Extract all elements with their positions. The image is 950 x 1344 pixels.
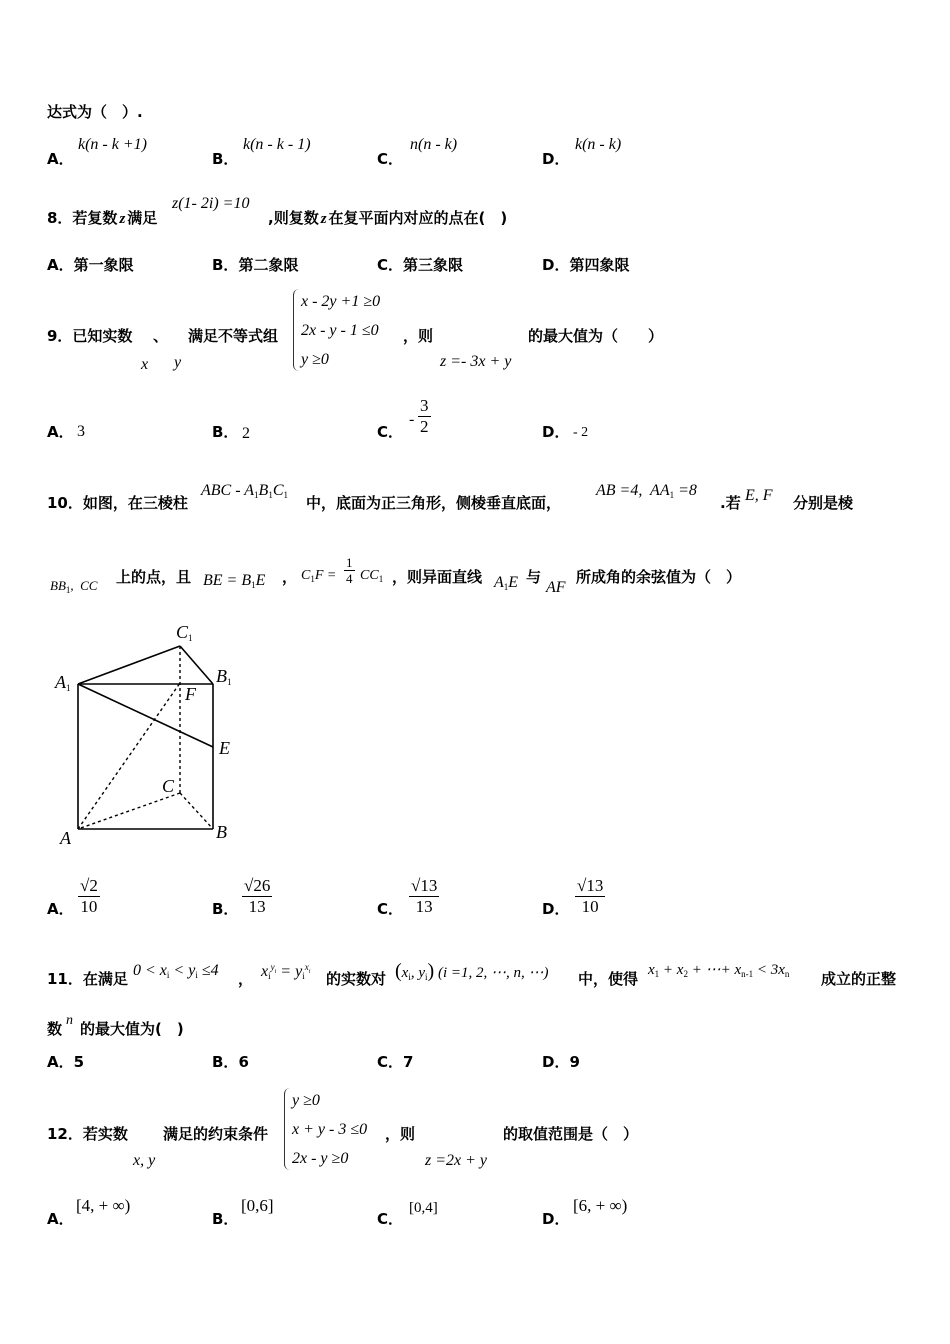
q12-option-d-letter: D．	[542, 1210, 570, 1228]
q11-cond-sep: ，	[238, 970, 254, 988]
q7-option-d-expr: k(n - k)	[575, 136, 622, 153]
q9-var-x: x	[141, 356, 149, 373]
q12-vars: x, y	[133, 1152, 156, 1169]
q7-stem-tail: 达式为（ ）.	[47, 103, 143, 121]
q10-line1: $A_1E$	[494, 574, 519, 592]
q10-lengths: AB =4, $AA_1 =8$	[596, 482, 697, 500]
q10-points: E, F	[745, 487, 773, 504]
q9-stem-b: 满足不等式组	[188, 327, 279, 345]
q9-option-a-value: 3	[77, 423, 85, 440]
q10-prism: ABC - $A_1B_1C_1$	[201, 482, 288, 500]
q10-option-c-letter: C．	[377, 900, 404, 918]
q7-option-b-letter: B．	[212, 150, 239, 168]
q12-stem-a: 12．若实数	[47, 1125, 128, 1143]
q10-stem-a: 10．如图，在三棱柱	[47, 494, 188, 512]
q11-option-c: C．7	[377, 1053, 414, 1071]
q10-eq2-fraction: $\frac{1}{4}$	[346, 555, 353, 586]
q11-stem-e: 数	[47, 1020, 63, 1038]
q11-option-d: D．9	[542, 1053, 580, 1071]
label-b: B	[216, 822, 227, 842]
q10-line2: AF	[546, 579, 566, 596]
label-e: E	[219, 738, 230, 758]
q9-option-b-letter: B．	[212, 423, 239, 441]
q12-stem-b: 满足的约束条件	[163, 1125, 269, 1143]
q11-option-b: B．6	[212, 1053, 249, 1071]
q9-stem-d: 的最大值为（ ）	[528, 327, 664, 345]
q12-option-c-letter: C．	[377, 1210, 404, 1228]
q11-var-n: n	[66, 1013, 73, 1028]
q10-option-b-fraction: $\frac{√26}{13}$	[244, 876, 271, 916]
label-c1: C1	[176, 622, 193, 643]
q10-stem-d: 分别是棱	[793, 494, 854, 512]
q11-pair: ($x_i$, $y_i$) (i =1, 2, ⋯, n, ⋯)	[395, 960, 549, 982]
q10-eq2-left: $C_1F$ =	[301, 568, 337, 584]
q9-stem-c: ，则	[403, 327, 434, 345]
q10-option-d-letter: D．	[542, 900, 570, 918]
q12-objective: z =2x + y	[425, 1152, 488, 1169]
q10-stem-h: 所成角的余弦值为（ ）	[576, 568, 742, 586]
q9-option-c-fraction: $\frac{3}{2}$	[420, 396, 429, 436]
q9-option-d-letter: D．	[542, 423, 570, 441]
q9-system-brace	[293, 289, 300, 371]
q12-option-b-letter: B．	[212, 1210, 239, 1228]
q10-stem-e: 上的点，且	[116, 568, 192, 586]
q9-sep: 、	[153, 327, 169, 345]
q7-option-c-letter: C．	[377, 150, 404, 168]
q7-option-c-expr: n(n - k)	[410, 136, 458, 153]
q9-objective: z =- 3x + y	[440, 353, 512, 370]
q9-option-c-letter: C．	[377, 423, 404, 441]
label-a: A	[60, 828, 71, 848]
q10-stem-c: .若	[720, 494, 741, 512]
q7-option-a-expr: k(n - k +1)	[78, 136, 147, 153]
q8-option-d: D．第四象限	[542, 256, 630, 274]
q11-stem-a: 11．在满足	[47, 970, 128, 988]
q12-option-d-expr: [6, + ∞)	[573, 1196, 628, 1215]
q11-stem-d: 成立的正整	[821, 970, 897, 988]
q10-edges: $BB_1$, CC	[50, 578, 98, 595]
label-a1: A1	[55, 672, 71, 693]
q9-var-y: y	[174, 354, 182, 371]
q8-stem-rest: ,则复数 z 在复平面内对应的点在( )	[268, 209, 508, 227]
q9-option-b-value: 2	[242, 425, 250, 442]
q12-option-b-expr: [0,6]	[241, 1196, 274, 1215]
q9-stem-a: 9．已知实数	[47, 327, 133, 345]
q10-eq2-right: $CC_1$	[360, 568, 384, 584]
q11-stem-c: 中，使得	[578, 970, 639, 988]
q10-comma: ，	[282, 568, 298, 586]
q11-cond1: $0 < x_i < y_i \le 4$	[133, 962, 219, 980]
q12-option-a-letter: A．	[47, 1210, 74, 1228]
q10-stem-f: ，则异面直线	[392, 568, 483, 586]
q10-prism-figure	[50, 618, 250, 850]
q10-option-d-fraction: $\frac{√13}{10}$	[577, 876, 604, 916]
q12-system-brace	[284, 1088, 291, 1170]
q11-option-a: A．5	[47, 1053, 85, 1071]
q9-option-c-sign: -	[409, 411, 415, 428]
label-b1: B1	[216, 666, 232, 687]
q11-stem-b: 的实数对	[326, 970, 387, 988]
q7-option-d-letter: D．	[542, 150, 570, 168]
q12-option-a-expr: [4, + ∞)	[76, 1196, 131, 1215]
q8-option-b: B．第二象限	[212, 256, 299, 274]
q10-option-b-letter: B．	[212, 900, 239, 918]
q10-stem-b: 中，底面为正三角形，侧棱垂直底面，	[306, 494, 562, 512]
segment-a-f-hidden	[78, 683, 180, 829]
edge-c-b-hidden	[180, 793, 213, 829]
q8-stem: 8．若复数 z 满足	[47, 209, 158, 227]
q10-option-a-letter: A．	[47, 900, 74, 918]
q11-stem-f: 的最大值为( )	[80, 1020, 184, 1038]
edge-c1-b1	[180, 646, 213, 684]
q12-stem-d: 的取值范围是（ ）	[503, 1125, 639, 1143]
q9-option-d-value: - 2	[573, 425, 589, 440]
q10-option-c-fraction: $\frac{√13}{13}$	[411, 876, 438, 916]
q12-system: y ≥0 x + y - 3 ≤0 2x - y ≥0	[292, 1092, 368, 1167]
q10-option-a-fraction: $\frac{√2}{10}$	[80, 876, 98, 916]
q8-option-a: A．第一象限	[47, 256, 134, 274]
label-c: C	[162, 776, 175, 796]
q11-cond2: $x_i^{y_i} = y_i^{x_i}$	[261, 962, 311, 981]
q9-option-a-letter: A．	[47, 423, 74, 441]
q11-ineq: $x_1 + x_2$ + ⋯+ $x_{n-1} < 3x_n$	[648, 962, 790, 979]
q7-option-b-expr: k(n - k - 1)	[243, 136, 311, 153]
edge-a1-c1	[78, 646, 180, 684]
label-f: F	[185, 684, 196, 704]
q10-eq1: BE = $B_1E$	[203, 572, 266, 590]
q7-option-a-letter: A．	[47, 150, 74, 168]
edge-c-a-hidden	[78, 793, 180, 829]
q12-option-c-expr: [0,4]	[409, 1200, 438, 1216]
q8-condition: z(1- 2i) =10	[172, 195, 250, 212]
q10-stem-g: 与	[526, 568, 542, 586]
q12-stem-c: ，则	[385, 1125, 416, 1143]
q9-system: x - 2y +1 ≥0 2x - y - 1 ≤0 y ≥0	[301, 293, 381, 368]
q8-option-c: C．第三象限	[377, 256, 464, 274]
